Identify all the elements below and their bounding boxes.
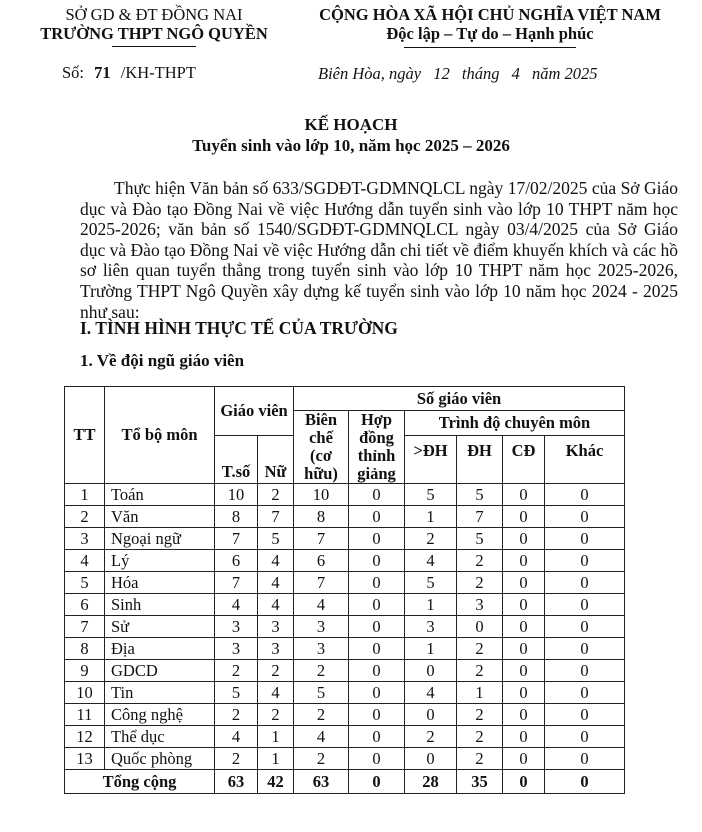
table-total-row <box>65 770 625 794</box>
table-cell: 9 <box>65 660 105 682</box>
table-cell: 2 <box>215 704 258 726</box>
table-cell: 2 <box>294 704 349 726</box>
table-cell: 4 <box>258 572 294 594</box>
document-subtitle: Tuyển sinh vào lớp 10, năm học 2025 – 2026 <box>192 136 510 155</box>
subject-cell: Sinh <box>105 594 215 616</box>
table-cell: 0 <box>349 506 405 528</box>
total-cell: 63 <box>294 770 349 794</box>
table-cell: 0 <box>503 748 545 770</box>
table-cell: 1 <box>258 726 294 748</box>
total-cell: 0 <box>349 770 405 794</box>
document-title: KẾ HOẠCH <box>304 115 398 134</box>
table-cell: 2 <box>457 748 503 770</box>
table-cell: 2 <box>258 660 294 682</box>
table-cell: 2 <box>215 660 258 682</box>
total-cell: 42 <box>258 770 294 794</box>
table-cell: 0 <box>349 704 405 726</box>
table-cell: 5 <box>294 682 349 704</box>
table-cell: 7 <box>215 572 258 594</box>
republic-motto: Độc lập – Tự do – Hạnh phúc <box>386 24 594 43</box>
table-cell: 7 <box>258 506 294 528</box>
table-cell: 2 <box>457 572 503 594</box>
table-cell: 0 <box>545 528 625 550</box>
doc-number-prefix: Số: <box>62 63 85 82</box>
table-row <box>65 506 625 528</box>
table-body <box>65 484 625 770</box>
table-cell: 1 <box>405 506 457 528</box>
table-row <box>65 550 625 572</box>
table-row <box>65 682 625 704</box>
table-cell: 8 <box>294 506 349 528</box>
table-cell: 0 <box>545 484 625 506</box>
table-cell: 0 <box>503 484 545 506</box>
motto-underline <box>404 47 576 48</box>
table-cell: 0 <box>545 748 625 770</box>
table-cell: 0 <box>349 638 405 660</box>
table-cell: 3 <box>294 616 349 638</box>
total-cell: 63 <box>215 770 258 794</box>
table-cell: 1 <box>258 748 294 770</box>
table-cell: 2 <box>457 660 503 682</box>
table-cell: 0 <box>503 704 545 726</box>
table-cell: 6 <box>65 594 105 616</box>
header-female: Nữ <box>258 436 294 484</box>
table-cell: 0 <box>545 660 625 682</box>
table-cell: 5 <box>405 572 457 594</box>
table-cell: 3 <box>258 638 294 660</box>
table-cell: 5 <box>405 484 457 506</box>
table-cell: 0 <box>503 594 545 616</box>
table-row <box>65 704 625 726</box>
table-cell: 3 <box>215 638 258 660</box>
table-cell: 0 <box>503 528 545 550</box>
table-cell: 11 <box>65 704 105 726</box>
table-cell: 7 <box>215 528 258 550</box>
table-cell: 1 <box>65 484 105 506</box>
intro-paragraph <box>80 178 678 322</box>
teacher-table <box>64 386 625 794</box>
header-other: Khác <box>545 436 625 484</box>
table-cell: 3 <box>294 638 349 660</box>
header-teacher-count-group: Số giáo viên <box>294 387 625 411</box>
subject-cell: Toán <box>105 484 215 506</box>
header-teachers: Giáo viên <box>215 387 294 436</box>
table-cell: 0 <box>503 726 545 748</box>
table-cell: 0 <box>503 506 545 528</box>
org-underline <box>112 46 196 47</box>
table-row <box>65 660 625 682</box>
subject-cell: Lý <box>105 550 215 572</box>
table-cell: 4 <box>258 594 294 616</box>
date-day: 12 <box>433 64 450 83</box>
header-college: CĐ <box>503 436 545 484</box>
table-cell: 3 <box>405 616 457 638</box>
table-cell: 2 <box>258 484 294 506</box>
table-cell: 0 <box>457 616 503 638</box>
table-row <box>65 616 625 638</box>
subject-cell: Tin <box>105 682 215 704</box>
total-cell: 0 <box>503 770 545 794</box>
table-cell: 7 <box>294 572 349 594</box>
table-cell: 0 <box>503 638 545 660</box>
table-row <box>65 528 625 550</box>
table-cell: 6 <box>294 550 349 572</box>
table-cell: 0 <box>349 726 405 748</box>
subject-cell: Công nghệ <box>105 704 215 726</box>
table-cell: 7 <box>65 616 105 638</box>
table-cell: 10 <box>215 484 258 506</box>
document-number <box>62 63 196 83</box>
header-subject: Tổ bộ môn <box>105 387 215 484</box>
table-cell: 2 <box>457 638 503 660</box>
subject-cell: Văn <box>105 506 215 528</box>
table-cell: 4 <box>258 550 294 572</box>
header-tt: TT <box>65 387 105 484</box>
header-total: T.số <box>215 436 258 484</box>
table-cell: 2 <box>457 726 503 748</box>
table-cell: 7 <box>457 506 503 528</box>
table-cell: 1 <box>457 682 503 704</box>
table-cell: 0 <box>405 660 457 682</box>
table-row <box>65 638 625 660</box>
table-cell: 0 <box>349 550 405 572</box>
section-heading: I. TÌNH HÌNH THỰC TẾ CỦA TRƯỜNG <box>80 318 398 338</box>
subject-cell: Hóa <box>105 572 215 594</box>
org-school: TRƯỜNG THPT NGÔ QUYỀN <box>40 24 268 43</box>
date-month: 4 <box>511 64 520 83</box>
table-cell: 0 <box>503 660 545 682</box>
subject-cell: Địa <box>105 638 215 660</box>
table-cell: 0 <box>349 748 405 770</box>
date-month-label: tháng <box>461 64 500 83</box>
table-cell: 4 <box>215 594 258 616</box>
table-cell: 12 <box>65 726 105 748</box>
header-contract: Hợp đồng thỉnh giảng <box>349 411 405 484</box>
table-cell: 3 <box>457 594 503 616</box>
republic-title: CỘNG HÒA XÃ HỘI CHỦ NGHĨA VIỆT NAM <box>319 5 661 24</box>
table-cell: 4 <box>215 726 258 748</box>
table-cell: 2 <box>405 528 457 550</box>
table-cell: 0 <box>545 506 625 528</box>
place-date-prefix: Biên Hòa, ngày <box>318 64 422 83</box>
table-cell: 13 <box>65 748 105 770</box>
table-row <box>65 748 625 770</box>
table-row <box>65 484 625 506</box>
table-cell: 2 <box>65 506 105 528</box>
table-cell: 4 <box>65 550 105 572</box>
table-cell: 1 <box>405 638 457 660</box>
table-cell: 0 <box>349 682 405 704</box>
table-cell: 0 <box>405 704 457 726</box>
header-above-university: >ĐH <box>405 436 457 484</box>
header-permanent: Biên chế (cơ hữu) <box>294 411 349 484</box>
table-cell: 5 <box>258 528 294 550</box>
doc-number-value: 71 <box>94 63 111 82</box>
header-qualification: Trình độ chuyên môn <box>405 411 625 436</box>
table-cell: 4 <box>405 550 457 572</box>
subject-cell: Sử <box>105 616 215 638</box>
date-year: năm 2025 <box>531 64 598 83</box>
table-cell: 2 <box>405 726 457 748</box>
table-cell: 2 <box>294 748 349 770</box>
doc-number-suffix: /KH-THPT <box>120 63 196 82</box>
table-cell: 5 <box>457 528 503 550</box>
subsection-heading: 1. Về đội ngũ giáo viên <box>80 351 245 370</box>
header-university: ĐH <box>457 436 503 484</box>
total-label: Tổng cộng <box>65 770 215 794</box>
table-cell: 5 <box>457 484 503 506</box>
subject-cell: Thể dục <box>105 726 215 748</box>
table-cell: 2 <box>457 704 503 726</box>
table-cell: 4 <box>294 594 349 616</box>
table-cell: 3 <box>215 616 258 638</box>
table-cell: 10 <box>65 682 105 704</box>
total-cell: 35 <box>457 770 503 794</box>
table-cell: 2 <box>457 550 503 572</box>
table-cell: 0 <box>349 484 405 506</box>
table-row <box>65 572 625 594</box>
table-cell: 8 <box>65 638 105 660</box>
table-cell: 0 <box>545 616 625 638</box>
table-cell: 0 <box>545 726 625 748</box>
place-date <box>318 64 598 84</box>
table-cell: 0 <box>349 660 405 682</box>
table-cell: 0 <box>503 616 545 638</box>
subject-cell: Ngoại ngữ <box>105 528 215 550</box>
table-cell: 0 <box>545 550 625 572</box>
table-row <box>65 594 625 616</box>
table-cell: 5 <box>215 682 258 704</box>
table-cell: 0 <box>545 682 625 704</box>
org-department: SỞ GD & ĐT ĐỒNG NAI <box>65 5 243 24</box>
table-cell: 0 <box>545 594 625 616</box>
table-cell: 0 <box>503 572 545 594</box>
table-cell: 1 <box>405 594 457 616</box>
table-cell: 0 <box>349 616 405 638</box>
table-cell: 0 <box>349 528 405 550</box>
table-cell: 0 <box>545 638 625 660</box>
table-cell: 4 <box>258 682 294 704</box>
table-cell: 2 <box>258 704 294 726</box>
table-cell: 7 <box>294 528 349 550</box>
table-cell: 0 <box>545 572 625 594</box>
subject-cell: Quốc phòng <box>105 748 215 770</box>
table-cell: 8 <box>215 506 258 528</box>
table-cell: 4 <box>405 682 457 704</box>
table-cell: 0 <box>503 682 545 704</box>
table-cell: 2 <box>294 660 349 682</box>
table-cell: 2 <box>215 748 258 770</box>
table-cell: 0 <box>349 572 405 594</box>
table-cell: 10 <box>294 484 349 506</box>
total-cell: 0 <box>545 770 625 794</box>
table-cell: 3 <box>65 528 105 550</box>
table-cell: 6 <box>215 550 258 572</box>
table-cell: 0 <box>405 748 457 770</box>
intro-text: Thực hiện Văn bản số 633/SGDĐT-GDMNQLCL ngày 17/02/2025 của Sở Giáo dục và Đào tạo Đồng Nai về việc Hướng dẫn tuyển sinh vào lớp 10 THPT năm học 2025-2026; văn bản số 1540/SGDĐT-GDMNQLCL ngày 03/4/2025 của Sở Giáo dục và Đào tạo Đồng Nai về việc Hướng dẫn chi tiết về điểm khuyến khích và các hồ sơ liên quan tuyển thẳng trong tuyển sinh vào lớp 10 THPT năm học 2025-2026, Trường THPT Ngô Quyền xây dựng kế tuyển sinh vào lớp 10 năm học 2024 - 2025 như sau: <box>80 178 678 322</box>
table-cell: 4 <box>294 726 349 748</box>
total-cell: 28 <box>405 770 457 794</box>
table-cell: 3 <box>258 616 294 638</box>
table-cell: 5 <box>65 572 105 594</box>
subject-cell: GDCD <box>105 660 215 682</box>
table-cell: 0 <box>349 594 405 616</box>
table-cell: 0 <box>503 550 545 572</box>
table-row <box>65 726 625 748</box>
table-cell: 0 <box>545 704 625 726</box>
